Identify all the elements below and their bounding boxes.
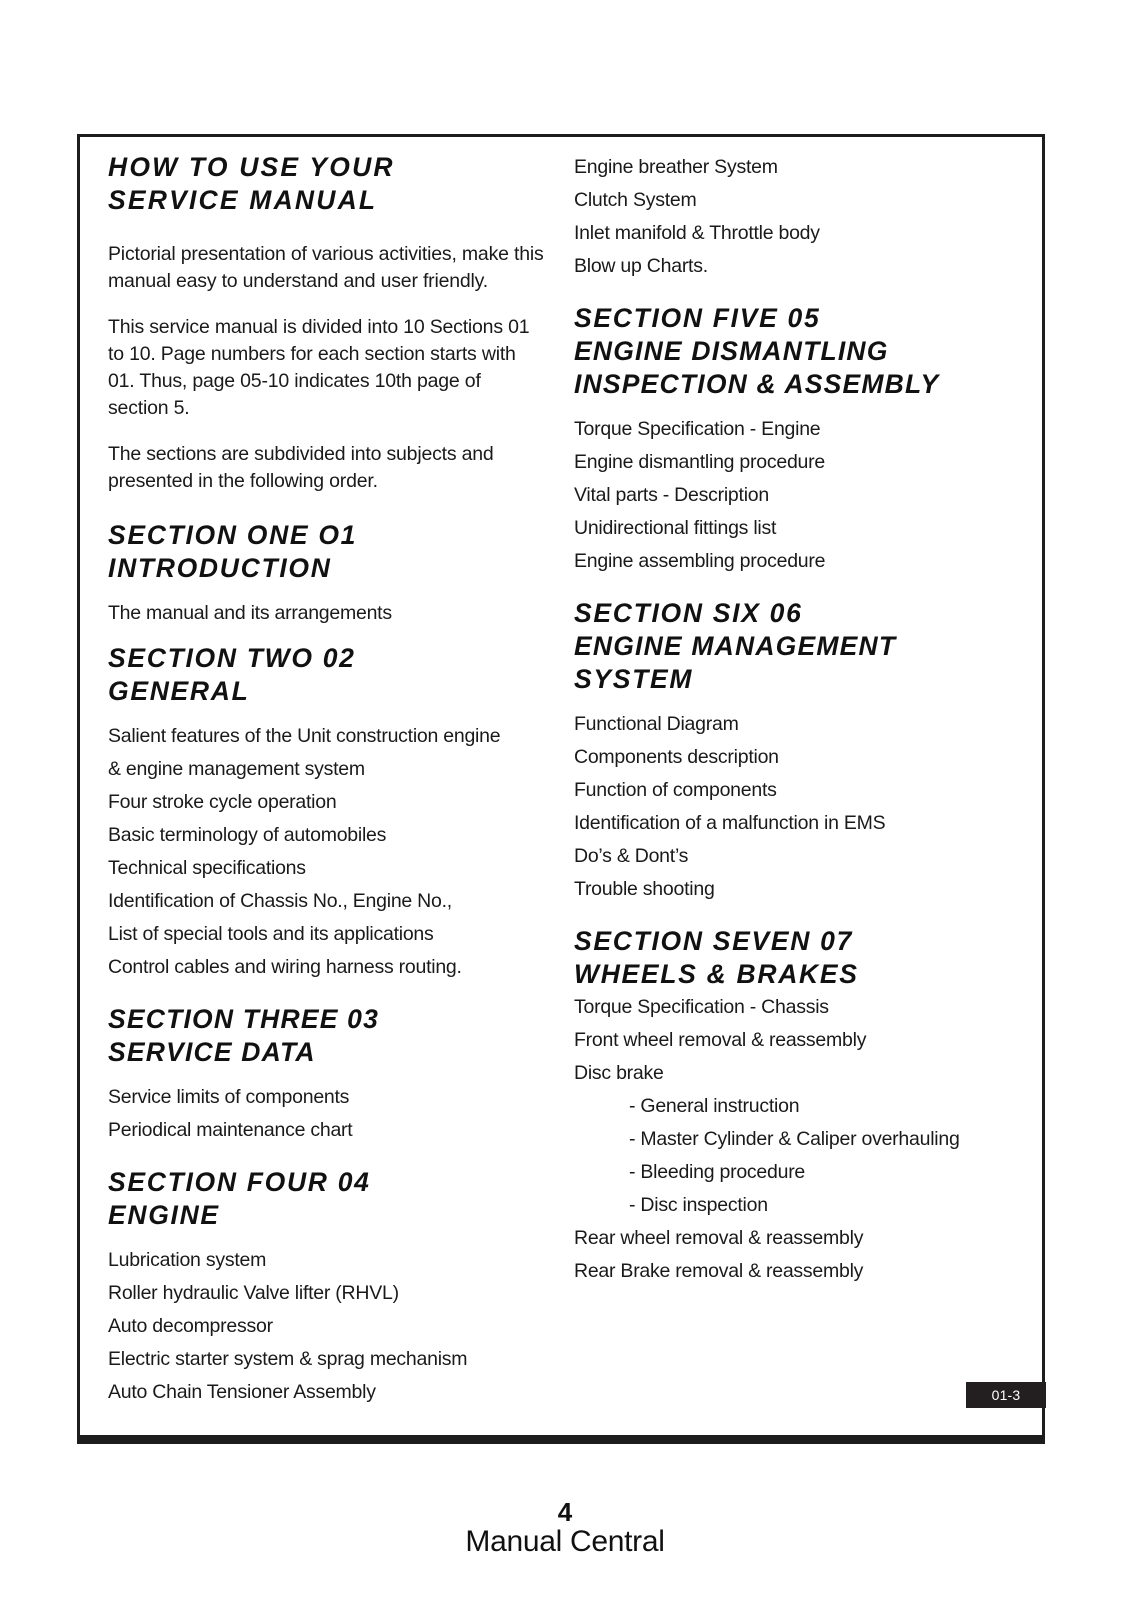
list-item: Components description [574,746,779,768]
spacer [574,696,1032,708]
list-item: & engine management system [108,758,365,780]
section-heading-seven [574,925,1032,991]
spacer [574,578,1032,597]
section-heading-one-line-1: SECTION ONE O1 [108,520,358,550]
spacer [108,495,544,519]
list-item: Vital parts - Description [574,484,769,506]
list-item: Control cables and wiring harness routing. [108,956,462,978]
list-item: Clutch System [574,189,697,211]
list-item: Engine dismantling procedure [574,451,825,473]
spacer [574,401,1032,413]
spacer [108,1147,544,1166]
spacer [108,217,544,241]
section-heading-two [108,642,544,708]
list-item: Engine breather System [574,156,778,178]
section-heading-three-line-2: SERVICE DATA [108,1037,316,1067]
intro-paragraph-1: Pictorial presentation of various activities, make this manual easy to understand and user friendly. [108,243,544,292]
list-item: Identification of a malfunction in EMS [574,812,886,834]
spacer [108,708,544,720]
list-item: Do’s & Dont’s [574,845,689,867]
list-item: Electric starter system & sprag mechanism [108,1348,468,1370]
document-page-frame [77,134,1045,1444]
footer-page-number: 4 [557,1497,573,1527]
section-heading-two-line-1: SECTION TWO 02 [108,643,356,673]
two-column-layout [80,137,1042,1435]
list-item: Rear wheel removal & reassembly [574,1227,864,1249]
section-heading-four-line-2: ENGINE [108,1200,220,1230]
list-item: Engine assembling procedure [574,550,826,572]
section-heading-seven-line-1: SECTION SEVEN 07 [574,926,854,956]
section-heading-one-line-2: INTRODUCTION [108,553,332,583]
list-item: Periodical maintenance chart [108,1119,353,1141]
list-item: - Bleeding procedure [629,1161,806,1183]
spacer [574,283,1032,302]
list-item: - Master Cylinder & Caliper overhauling [629,1128,960,1150]
section-heading-six-line-2: ENGINE MANAGEMENT [574,631,897,661]
list-item: Auto Chain Tensioner Assembly [108,1381,376,1403]
list-item: The manual and its arrangements [108,602,392,624]
list-item: Technical specifications [108,857,306,879]
list-item: Service limits of components [108,1086,350,1108]
list-item: Four stroke cycle operation [108,791,337,813]
list-item: Lubrication system [108,1249,267,1271]
page-title-line-2: SERVICE MANUAL [108,185,378,215]
list-item: Inlet manifold & Throttle body [574,222,820,244]
section-heading-five [574,302,1032,401]
list-item: Function of components [574,779,777,801]
list-item: Identification of Chassis No., Engine No., [108,890,452,912]
spacer [108,1069,544,1081]
right-column [554,151,1042,1435]
list-item: Roller hydraulic Valve lifter (RHVL) [108,1282,399,1304]
list-item: Salient features of the Unit construction engine [108,725,501,747]
spacer [108,630,544,642]
list-item: Unidirectional fittings list [574,517,777,539]
list-item: Rear Brake removal & reassembly [574,1260,864,1282]
section-heading-one [108,519,544,585]
section-heading-two-line-2: GENERAL [108,676,250,706]
section-heading-six-line-3: SYSTEM [574,664,694,694]
list-item: Disc brake [574,1062,664,1084]
spacer [108,422,544,441]
section-heading-four [108,1166,544,1232]
spacer [108,984,544,1003]
list-item: - Disc inspection [629,1194,768,1216]
spacer [108,585,544,597]
section-heading-five-line-3: INSPECTION & ASSEMBLY [574,369,940,399]
section-heading-three [108,1003,544,1069]
list-item: Functional Diagram [574,713,739,735]
section-heading-seven-line-2: WHEELS & BRAKES [574,959,859,989]
list-item: Trouble shooting [574,878,715,900]
footer-watermark: Manual Central [465,1525,665,1558]
list-item: Torque Specification - Chassis [574,996,829,1018]
spacer [108,1232,544,1244]
page-title [108,151,544,217]
list-item: Auto decompressor [108,1315,273,1337]
page-number-badge: 01-3 [966,1382,1046,1408]
page-title-line-1: HOW TO USE YOUR [108,152,395,182]
section-heading-five-line-1: SECTION FIVE 05 [574,303,821,333]
left-column [80,151,554,1435]
list-item: Torque Specification - Engine [574,418,821,440]
intro-paragraph-2: This service manual is divided into 10 Sections 01 to 10. Page numbers for each section starts with 01. Thus, page 05-10 indicates 10th page of section 5. [108,316,530,419]
list-item: - General instruction [629,1095,800,1117]
section-heading-three-line-1: SECTION THREE 03 [108,1004,380,1034]
list-item: Blow up Charts. [574,255,708,277]
list-item: List of special tools and its applications [108,923,434,945]
spacer [108,295,544,314]
spacer [574,906,1032,925]
section-heading-five-line-2: ENGINE DISMANTLING [574,336,889,366]
section-heading-six-line-1: SECTION SIX 06 [574,598,803,628]
section-heading-six [574,597,1032,696]
section-heading-four-line-1: SECTION FOUR 04 [108,1167,371,1197]
list-item: Basic terminology of automobiles [108,824,387,846]
intro-paragraph-3: The sections are subdivided into subjects and presented in the following order. [108,443,494,492]
list-item: Front wheel removal & reassembly [574,1029,867,1051]
